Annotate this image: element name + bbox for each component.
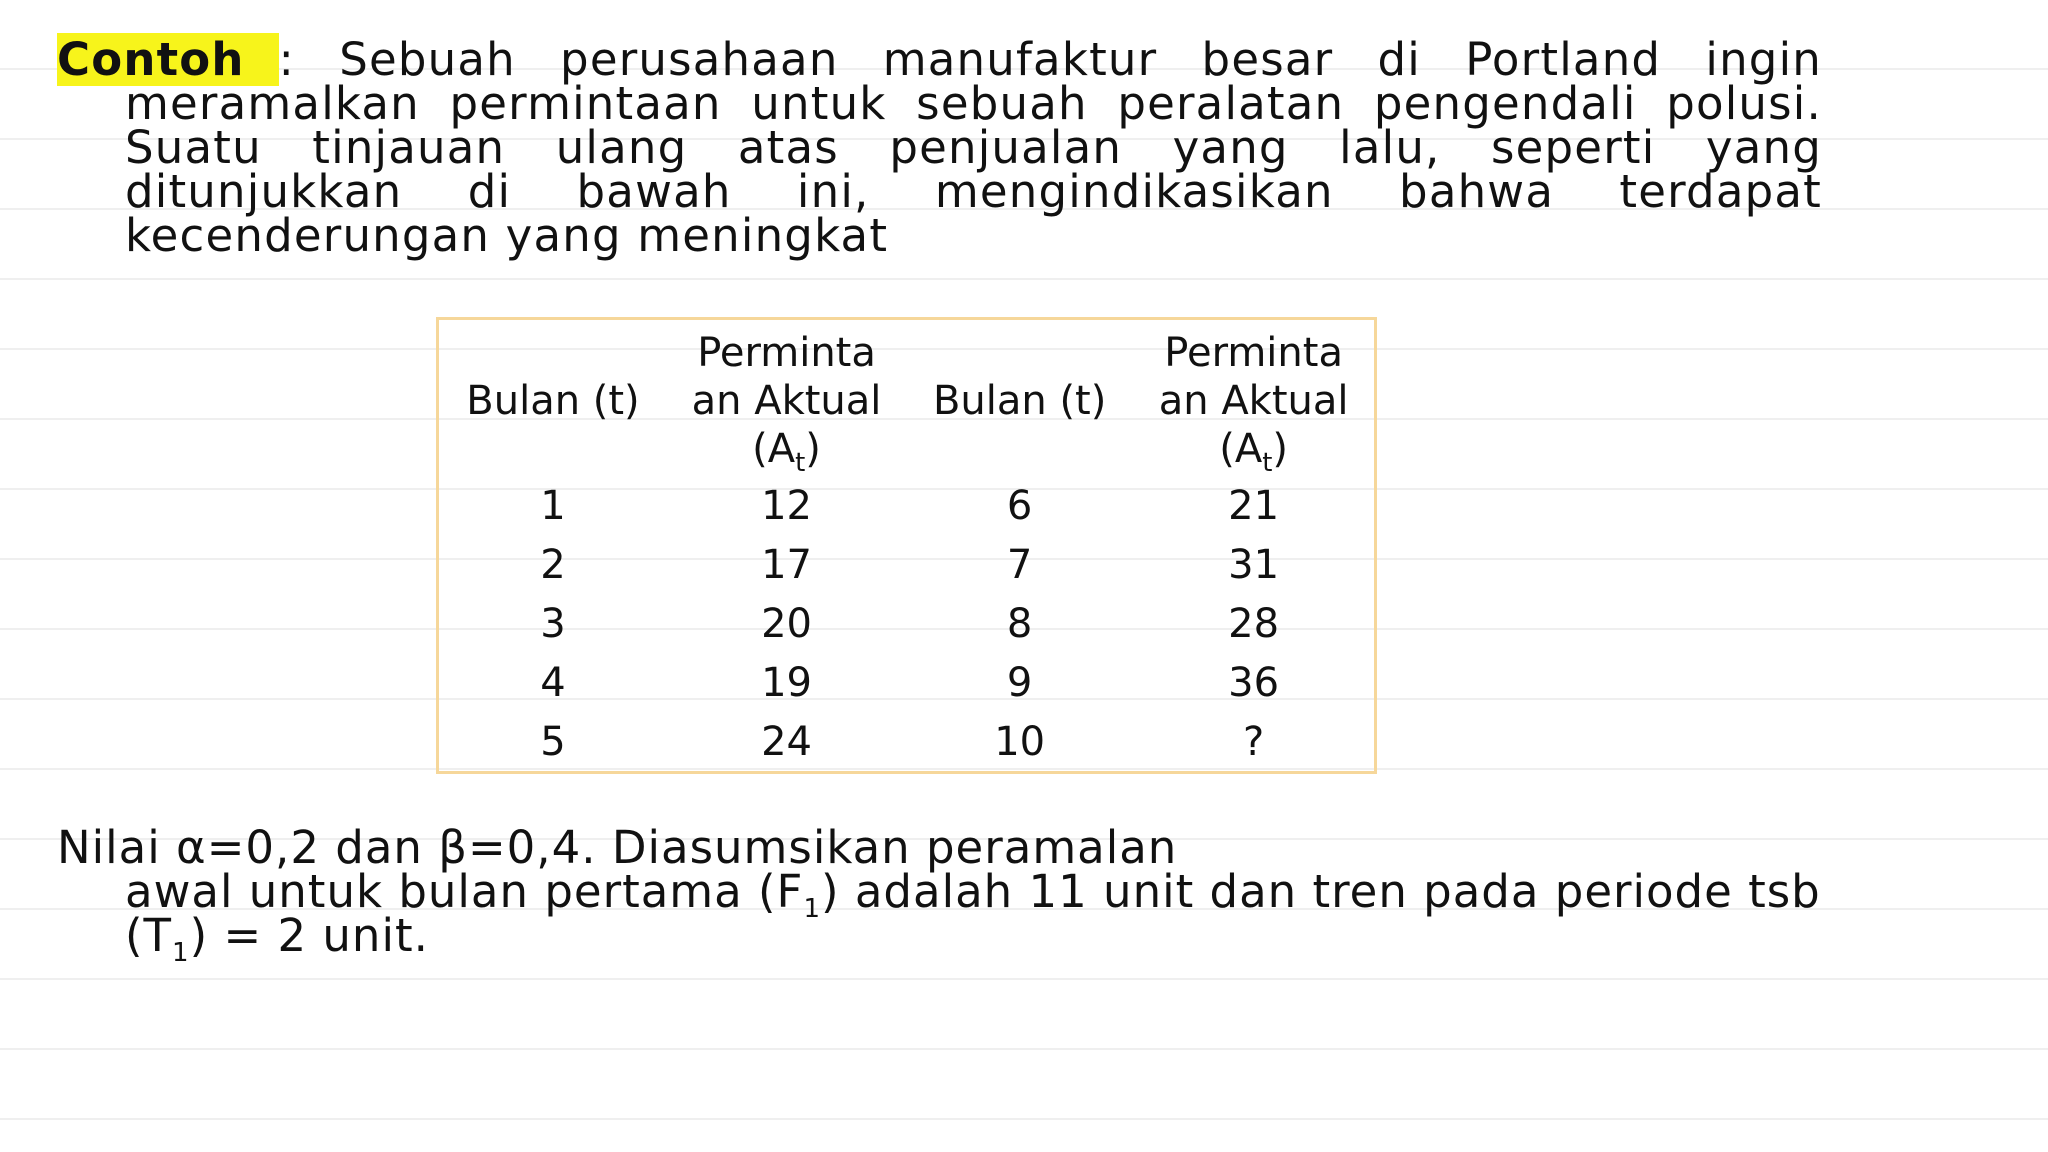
parameters-line-2-b: ) adalah 11 unit dan tren pada periode tsb — [821, 865, 1821, 918]
table-cell: 3 — [540, 600, 566, 647]
statement-line-3: Suatu tinjauan ulang atas penjualan yang lalu, seperti yang — [125, 121, 1822, 174]
table-cell: 2 — [540, 541, 566, 588]
statement-line-1 — [57, 33, 1822, 86]
parameters-line-3-a: (T — [125, 909, 173, 962]
table-cell: 20 — [761, 600, 812, 647]
statement-line-4: ditunjukkan di bawah ini, mengindikasikan bahwa terdapat — [125, 165, 1822, 218]
demand-table — [436, 317, 1377, 774]
parameters-line-3-b: ) = 2 unit. — [189, 909, 429, 962]
table-row — [438, 712, 1376, 773]
parameters-line-2-a: awal untuk bulan pertama (F — [125, 865, 804, 918]
header-demand-2-sub: t — [1262, 448, 1273, 478]
table-cell: 31 — [1228, 541, 1280, 588]
header-month-1: Bulan (t) — [466, 378, 640, 424]
parameters-line-3-sub: 1 — [172, 938, 190, 968]
table-cell: 21 — [1228, 482, 1280, 529]
header-demand-2-line2: an Aktual — [1158, 378, 1349, 424]
parameters-line-2 — [57, 865, 1827, 924]
table-cell: 9 — [1006, 659, 1033, 706]
table-cell: 5 — [540, 718, 566, 765]
table-cell: 8 — [1006, 600, 1033, 647]
header-demand-1-line2: an Aktual — [691, 378, 882, 424]
table-cell: 12 — [761, 482, 812, 529]
example-label-highlight: Contoh — [57, 33, 279, 86]
header-demand-1-paren-close: ) — [805, 426, 821, 472]
problem-statement — [57, 33, 1822, 262]
table-cell: 6 — [1006, 482, 1033, 529]
table-row — [438, 594, 1376, 653]
table-cell: 7 — [1006, 541, 1033, 588]
parameters-line-3 — [57, 909, 1827, 968]
header-demand-2-paren-open: (A — [1219, 426, 1263, 472]
parameters-line-2-sub: 1 — [803, 894, 821, 924]
header-month-2: Bulan (t) — [932, 378, 1107, 424]
table-cell: ? — [1243, 718, 1265, 765]
header-demand-1 — [667, 319, 906, 477]
header-demand-1-line1: Perminta — [697, 330, 876, 376]
header-demand-1-paren-open: (A — [752, 426, 796, 472]
table-cell: 36 — [1228, 659, 1280, 706]
table-row — [438, 535, 1376, 594]
statement-line-2: meramalkan permintaan untuk sebuah peralatan pengendali polusi. — [125, 77, 1822, 130]
parameters-statement — [57, 821, 1827, 968]
statement-line-1-text: Sebuah perusahaan manufaktur besar di Portland ingin — [339, 33, 1822, 86]
label-separator: : — [278, 33, 340, 86]
table-cell: 10 — [994, 718, 1046, 765]
parameters-line-1: Nilai α=0,2 dan β=0,4. Diasumsikan peramalan — [57, 821, 1178, 874]
table-cell: 4 — [540, 659, 566, 706]
table-cell: 24 — [761, 718, 812, 765]
header-demand-2-paren-close: ) — [1272, 426, 1288, 472]
table-row — [438, 476, 1376, 535]
table-cell: 19 — [761, 659, 812, 706]
table-row — [438, 653, 1376, 712]
header-demand-2 — [1133, 319, 1375, 477]
table-cell: 1 — [540, 482, 566, 529]
statement-line-5: kecenderungan yang meningkat — [125, 209, 889, 262]
table-cell: 17 — [761, 541, 812, 588]
table-cell: 28 — [1228, 600, 1280, 647]
header-demand-2-line1: Perminta — [1164, 330, 1343, 376]
table-header-row — [438, 319, 1376, 477]
header-demand-1-sub: t — [795, 448, 806, 478]
